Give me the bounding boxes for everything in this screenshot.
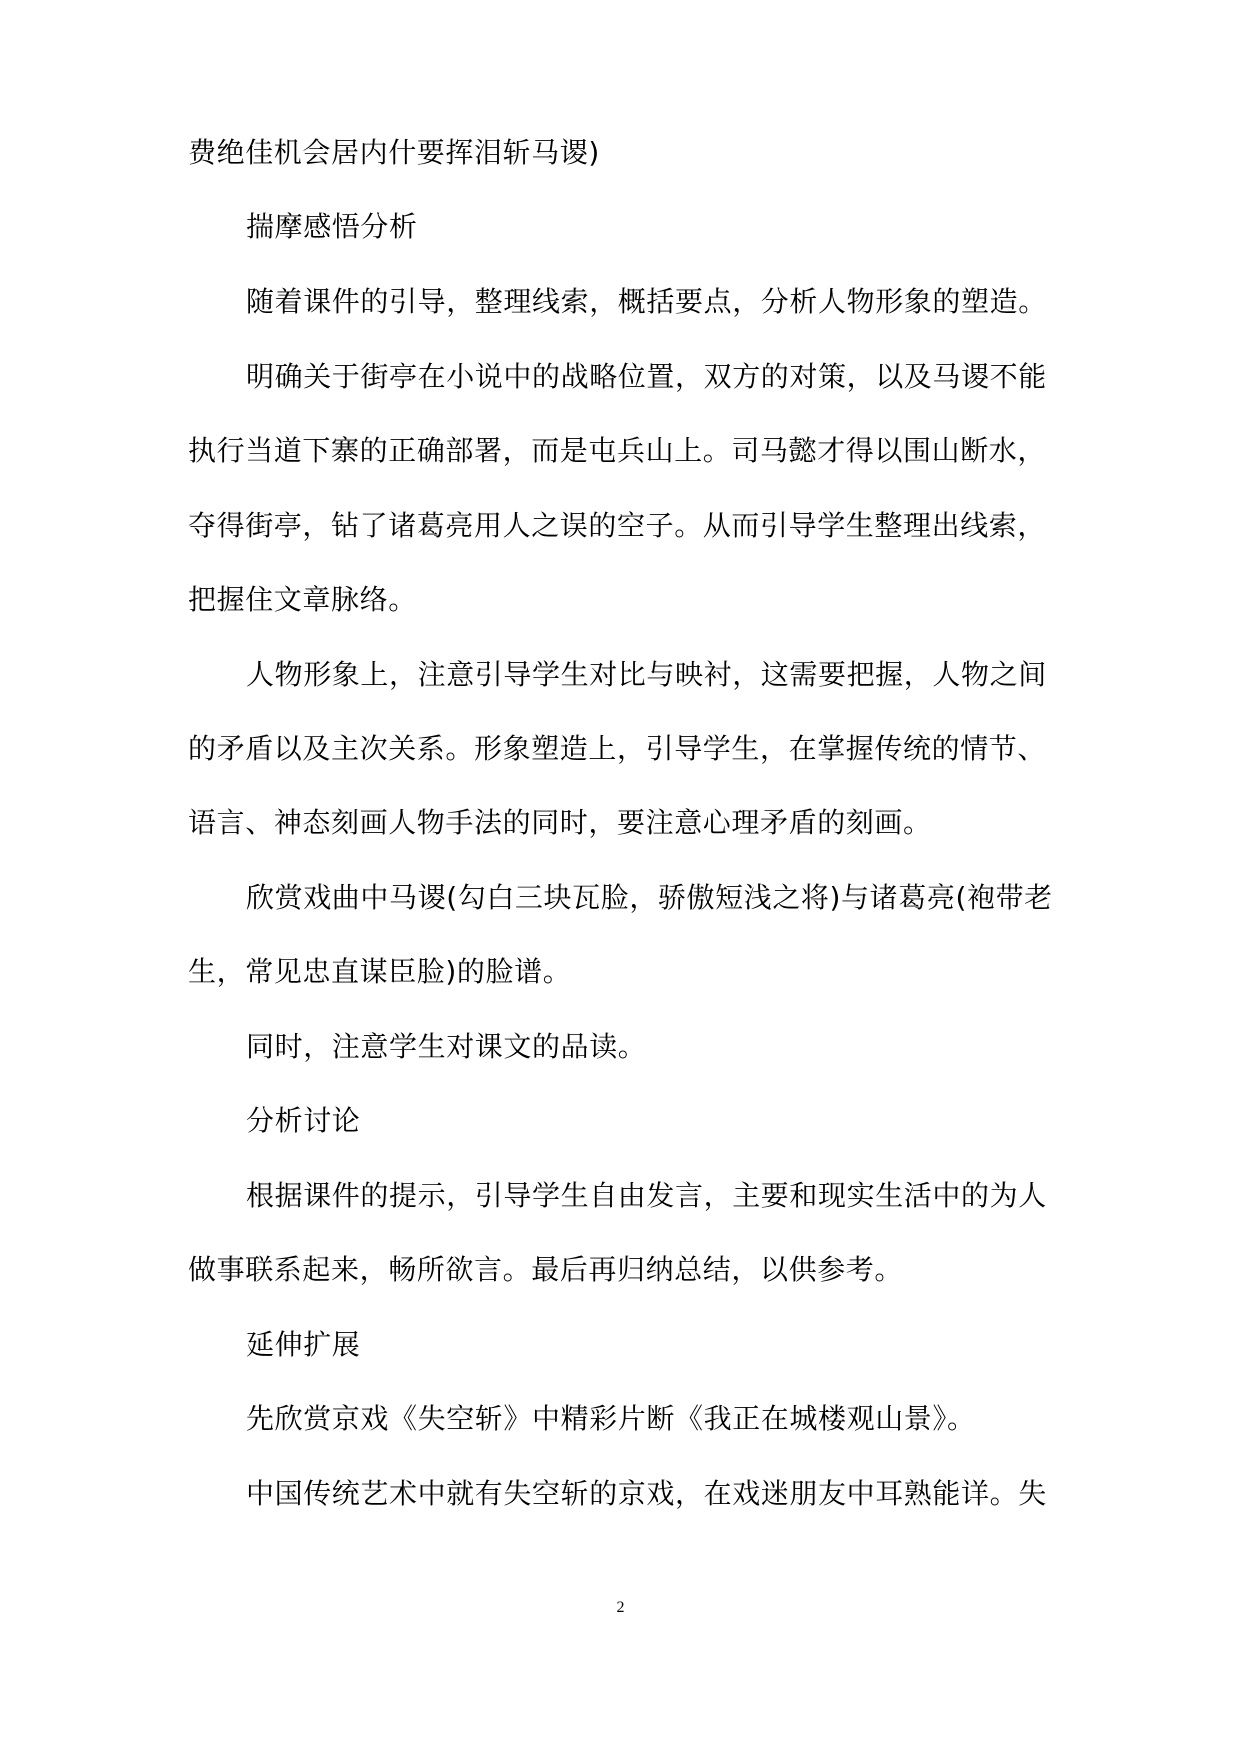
text-line: 根据课件的提示，引导学生自由发言，主要和现实生活中的为人 xyxy=(246,1179,1047,1212)
page-number: 2 xyxy=(616,1599,625,1616)
text-line: 执行当道下寨的正确部署，而是屯兵山上。司马懿才得以围山断水， xyxy=(188,434,1047,467)
text-line: 费绝佳机会居内什要挥泪斩马谡) xyxy=(188,136,600,169)
text-line: 夺得街亭，钻了诸葛亮用人之误的空子。从而引导学生整理出线索， xyxy=(188,509,1047,542)
text-line: 做事联系起来，畅所欲言。最后再归纳总结，以供参考。 xyxy=(188,1253,904,1286)
text-line: 中国传统艺术中就有失空斩的京戏，在戏迷朋友中耳熟能详。失 xyxy=(246,1477,1047,1510)
text-line: 随着课件的引导，整理线索，概括要点，分析人物形象的塑造。 xyxy=(246,285,1047,318)
text-line: 明确关于街亭在小说中的战略位置，双方的对策，以及马谡不能 xyxy=(246,360,1047,393)
section-heading: 延伸扩展 xyxy=(246,1328,361,1361)
section-heading: 分析讨论 xyxy=(246,1104,361,1137)
text-line: 同时，注意学生对课文的品读。 xyxy=(246,1030,647,1063)
text-line: 先欣赏京戏《失空斩》中精彩片断《我正在城楼观山景》。 xyxy=(246,1402,976,1435)
text-line: 把握住文章脉络。 xyxy=(188,583,417,616)
section-heading: 揣摩感悟分析 xyxy=(246,210,418,243)
text-line: 语言、神态刻画人物手法的同时，要注意心理矛盾的刻画。 xyxy=(188,806,932,839)
text-line: 欣赏戏曲中马谡(勾白三块瓦脸，骄傲短浅之将)与诸葛亮(袍带老 xyxy=(246,881,1053,914)
text-line: 的矛盾以及主次关系。形象塑造上，引导学生，在掌握传统的情节、 xyxy=(188,732,1047,765)
text-line: 生，常见忠直谋臣脸)的脸谱。 xyxy=(188,955,572,988)
text-line: 人物形象上，注意引导学生对比与映衬，这需要把握，人物之间 xyxy=(246,658,1047,691)
